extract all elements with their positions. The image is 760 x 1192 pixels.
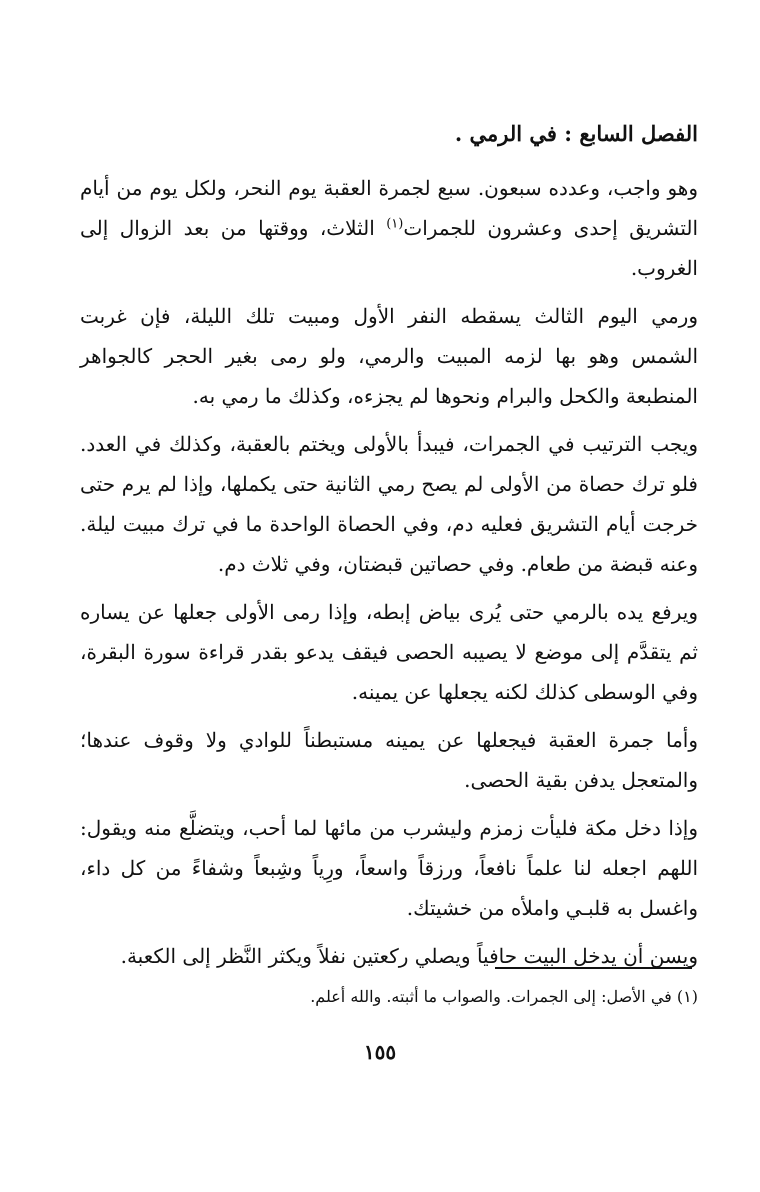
footnote: (١) في الأصل: إلى الجمرات. والصواب ما أثبته. والله أعلم. bbox=[310, 987, 698, 1006]
paragraph-aqaba: وأما جمرة العقبة فيجعلها عن يمينه مستبطناً للوادي ولا وقوف عندها؛ والمتعجل يدفن بقية الحصى. bbox=[80, 728, 698, 792]
chapter-heading: الفصل السابع : في الرمي . bbox=[454, 121, 698, 146]
paragraph-zamzam: وإذا دخل مكة فليأت زمزم وليشرب من مائها لما أحب، ويتضلَّع منه ويقول: اللهم اجعله لنا علماً نافعاً، ورزقاً واسعاً، ورِياً وشِبعاً وشفاءً من كل داء، واغسل به قلبـي واملأه من خشيتك. bbox=[80, 816, 698, 920]
paragraph-third-day: ورمي اليوم الثالث يسقطه النفر الأول ومبيت تلك الليلة، فإن غربت الشمس وهو بها لزمه المبيت والرمي، ولو رمى بغير الحجر كالجواهر المنطبعة والكحل والبرام ونحوها لم يجزءه، وكذلك ما رمي به. bbox=[80, 304, 698, 408]
body-text bbox=[80, 168, 698, 976]
paragraph-order: ويجب الترتيب في الجمرات، فيبدأ بالأولى ويختم بالعقبة، وكذلك في العدد. فلو ترك حصاة من الأولى لم يصح رمي الثانية حتى يكملها، وإذا لم يرم حتى خرجت أيام التشريق فعليه دم، وفي الحصاة الواحدة ما في ترك مبيت ليلة. وعنه قبضة من طعام. وفي حصاتين قبضتان، وفي ثلاث دم. bbox=[80, 432, 698, 576]
paragraph-entering-house: ويسن أن يدخل البيت حافياً ويصلي ركعتين نفلاً ويكثر النَّظر إلى الكعبة. bbox=[120, 944, 698, 968]
page-number: ١٥٥ bbox=[363, 1040, 397, 1064]
paragraph-text: وهو واجب، وعدده سبعون. سبع لجمرة العقبة يوم النحر، ولكل يوم من أيام التشريق إحدى وعشرون للجمرات bbox=[80, 176, 698, 240]
footnote-reference-marker: (١) bbox=[386, 216, 404, 232]
footnote-divider bbox=[495, 967, 692, 969]
paragraph-text: الثلاث، ووقتها من بعد الزوال إلى الغروب. bbox=[80, 216, 698, 280]
paragraph-raising-hand: ويرفع يده بالرمي حتى يُرى بياض إبطه، وإذا رمى الأولى جعلها عن يساره ثم يتقدَّم إلى موضع لا يصيبه الحصى فيقف يدعو بقدر قراءة سورة البقرة، وفي الوسطى كذلك لكنه يجعلها عن يمينه. bbox=[80, 600, 698, 704]
paragraph-stoning-obligation bbox=[80, 168, 698, 288]
